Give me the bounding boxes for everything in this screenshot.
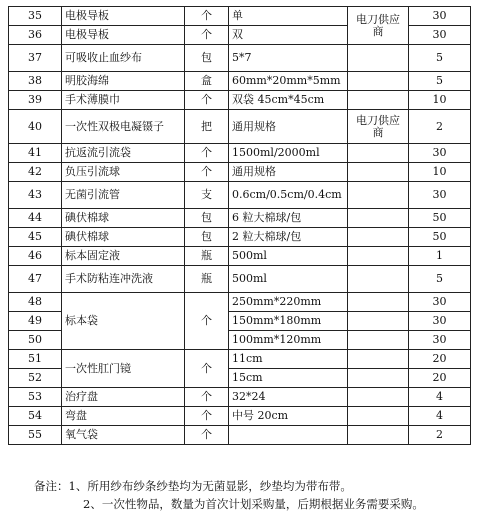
supplier-empty bbox=[348, 247, 409, 266]
row-number: 48 bbox=[9, 293, 62, 312]
quantity: 30 bbox=[409, 293, 471, 312]
table-row bbox=[9, 144, 471, 163]
row-number: 54 bbox=[9, 407, 62, 426]
remarks bbox=[34, 477, 474, 513]
supplier-empty bbox=[348, 91, 409, 110]
row-number: 41 bbox=[9, 144, 62, 163]
row-number: 55 bbox=[9, 426, 62, 445]
spec: 双袋 45cm*45cm bbox=[229, 91, 348, 110]
unit: 个 bbox=[185, 26, 229, 45]
spec: 6 粒大棉球/包 bbox=[229, 209, 348, 228]
quantity: 5 bbox=[409, 72, 471, 91]
supplier-empty bbox=[348, 426, 409, 445]
item-name: 标本固定液 bbox=[62, 247, 185, 266]
quantity: 20 bbox=[409, 350, 471, 369]
row-number: 52 bbox=[9, 369, 62, 388]
unit: 个 bbox=[185, 91, 229, 110]
table-row bbox=[9, 350, 471, 369]
remark-line-1: 备注：1、所用纱布纱条纱垫均为无菌显影，纱垫均为带布带。 bbox=[34, 479, 352, 493]
quantity: 30 bbox=[409, 144, 471, 163]
unit: 个 bbox=[185, 350, 229, 388]
unit: 个 bbox=[185, 293, 229, 350]
spec: 2 粒大棉球/包 bbox=[229, 228, 348, 247]
item-name: 抗返流引流袋 bbox=[62, 144, 185, 163]
unit: 包 bbox=[185, 209, 229, 228]
quantity: 30 bbox=[409, 182, 471, 209]
unit: 个 bbox=[185, 388, 229, 407]
table-row bbox=[9, 182, 471, 209]
spec: 32*24 bbox=[229, 388, 348, 407]
unit: 包 bbox=[185, 228, 229, 247]
unit: 瓶 bbox=[185, 266, 229, 293]
spec: 500ml bbox=[229, 266, 348, 293]
supplier: 电刀供应商 bbox=[348, 7, 409, 45]
spec: 150mm*180mm bbox=[229, 312, 348, 331]
supplier-empty bbox=[348, 293, 409, 312]
item-name: 无菌引流管 bbox=[62, 182, 185, 209]
spec: 通用规格 bbox=[229, 110, 348, 144]
table-row bbox=[9, 163, 471, 182]
unit: 包 bbox=[185, 45, 229, 72]
supplier-empty bbox=[348, 350, 409, 369]
item-name: 一次性双极电凝镊子 bbox=[62, 110, 185, 144]
item-name: 氧气袋 bbox=[62, 426, 185, 445]
unit: 个 bbox=[185, 163, 229, 182]
row-number: 45 bbox=[9, 228, 62, 247]
unit: 把 bbox=[185, 110, 229, 144]
spec bbox=[229, 426, 348, 445]
unit: 个 bbox=[185, 407, 229, 426]
item-name: 碘伏棉球 bbox=[62, 228, 185, 247]
table-row bbox=[9, 91, 471, 110]
item-name: 碘伏棉球 bbox=[62, 209, 185, 228]
row-number: 37 bbox=[9, 45, 62, 72]
quantity: 30 bbox=[409, 26, 471, 45]
table-row bbox=[9, 110, 471, 144]
row-number: 47 bbox=[9, 266, 62, 293]
table-row bbox=[9, 266, 471, 293]
row-number: 49 bbox=[9, 312, 62, 331]
table-row bbox=[9, 388, 471, 407]
supplier-empty bbox=[348, 209, 409, 228]
table-row bbox=[9, 45, 471, 72]
item-name: 弯盘 bbox=[62, 407, 185, 426]
supplier-empty bbox=[348, 388, 409, 407]
supplier-empty bbox=[348, 228, 409, 247]
row-number: 44 bbox=[9, 209, 62, 228]
quantity: 20 bbox=[409, 369, 471, 388]
row-number: 42 bbox=[9, 163, 62, 182]
quantity: 5 bbox=[409, 266, 471, 293]
spec: 500ml bbox=[229, 247, 348, 266]
spec: 60mm*20mm*5mm bbox=[229, 72, 348, 91]
unit: 个 bbox=[185, 426, 229, 445]
quantity: 30 bbox=[409, 331, 471, 350]
supplier-empty bbox=[348, 45, 409, 72]
row-number: 40 bbox=[9, 110, 62, 144]
quantity: 4 bbox=[409, 407, 471, 426]
supplier-empty bbox=[348, 144, 409, 163]
item-name: 手术防粘连冲洗液 bbox=[62, 266, 185, 293]
quantity: 10 bbox=[409, 91, 471, 110]
quantity: 1 bbox=[409, 247, 471, 266]
supplier-empty bbox=[348, 407, 409, 426]
spec: 中号 20cm bbox=[229, 407, 348, 426]
quantity: 2 bbox=[409, 426, 471, 445]
row-number: 43 bbox=[9, 182, 62, 209]
spec: 1500ml/2000ml bbox=[229, 144, 348, 163]
row-number: 38 bbox=[9, 72, 62, 91]
spec: 0.6cm/0.5cm/0.4cm bbox=[229, 182, 348, 209]
spec: 15cm bbox=[229, 369, 348, 388]
row-number: 46 bbox=[9, 247, 62, 266]
quantity: 50 bbox=[409, 209, 471, 228]
item-name: 电极导板 bbox=[62, 7, 185, 26]
supplier-empty bbox=[348, 266, 409, 293]
spec: 250mm*220mm bbox=[229, 293, 348, 312]
remark-line-2: 2、一次性物品，数量为首次计划采购量，后期根据业务需要采购。 bbox=[83, 497, 424, 511]
quantity: 5 bbox=[409, 45, 471, 72]
item-name: 可吸收止血纱布 bbox=[62, 45, 185, 72]
supplier-empty bbox=[348, 163, 409, 182]
unit: 个 bbox=[185, 7, 229, 26]
quantity: 4 bbox=[409, 388, 471, 407]
table-row bbox=[9, 209, 471, 228]
supplier-empty bbox=[348, 331, 409, 350]
spec: 11cm bbox=[229, 350, 348, 369]
row-number: 36 bbox=[9, 26, 62, 45]
row-number: 53 bbox=[9, 388, 62, 407]
quantity: 30 bbox=[409, 7, 471, 26]
item-name: 标本袋 bbox=[62, 293, 185, 350]
item-name: 电极导板 bbox=[62, 26, 185, 45]
row-number: 51 bbox=[9, 350, 62, 369]
unit: 盒 bbox=[185, 72, 229, 91]
unit: 支 bbox=[185, 182, 229, 209]
quantity: 2 bbox=[409, 110, 471, 144]
spec: 5*7 bbox=[229, 45, 348, 72]
table-row bbox=[9, 72, 471, 91]
row-number: 50 bbox=[9, 331, 62, 350]
supplier-empty bbox=[348, 182, 409, 209]
table-row bbox=[9, 426, 471, 445]
supply-table bbox=[8, 6, 471, 445]
table-row bbox=[9, 293, 471, 312]
item-name: 一次性肛门镜 bbox=[62, 350, 185, 388]
spec: 100mm*120mm bbox=[229, 331, 348, 350]
quantity: 10 bbox=[409, 163, 471, 182]
unit: 个 bbox=[185, 144, 229, 163]
item-name: 手术薄膜巾 bbox=[62, 91, 185, 110]
spec: 双 bbox=[229, 26, 348, 45]
supplier-empty bbox=[348, 369, 409, 388]
table-row bbox=[9, 7, 471, 26]
row-number: 39 bbox=[9, 91, 62, 110]
table-row bbox=[9, 407, 471, 426]
item-name: 负压引流球 bbox=[62, 163, 185, 182]
quantity: 30 bbox=[409, 312, 471, 331]
item-name: 明胶海绵 bbox=[62, 72, 185, 91]
table-row bbox=[9, 247, 471, 266]
item-name: 治疗盘 bbox=[62, 388, 185, 407]
supplier: 电刀供应商 bbox=[348, 110, 409, 144]
supplier-empty bbox=[348, 312, 409, 331]
quantity: 50 bbox=[409, 228, 471, 247]
spec: 通用规格 bbox=[229, 163, 348, 182]
spec: 单 bbox=[229, 7, 348, 26]
table-row bbox=[9, 228, 471, 247]
row-number: 35 bbox=[9, 7, 62, 26]
unit: 瓶 bbox=[185, 247, 229, 266]
supplier-empty bbox=[348, 72, 409, 91]
